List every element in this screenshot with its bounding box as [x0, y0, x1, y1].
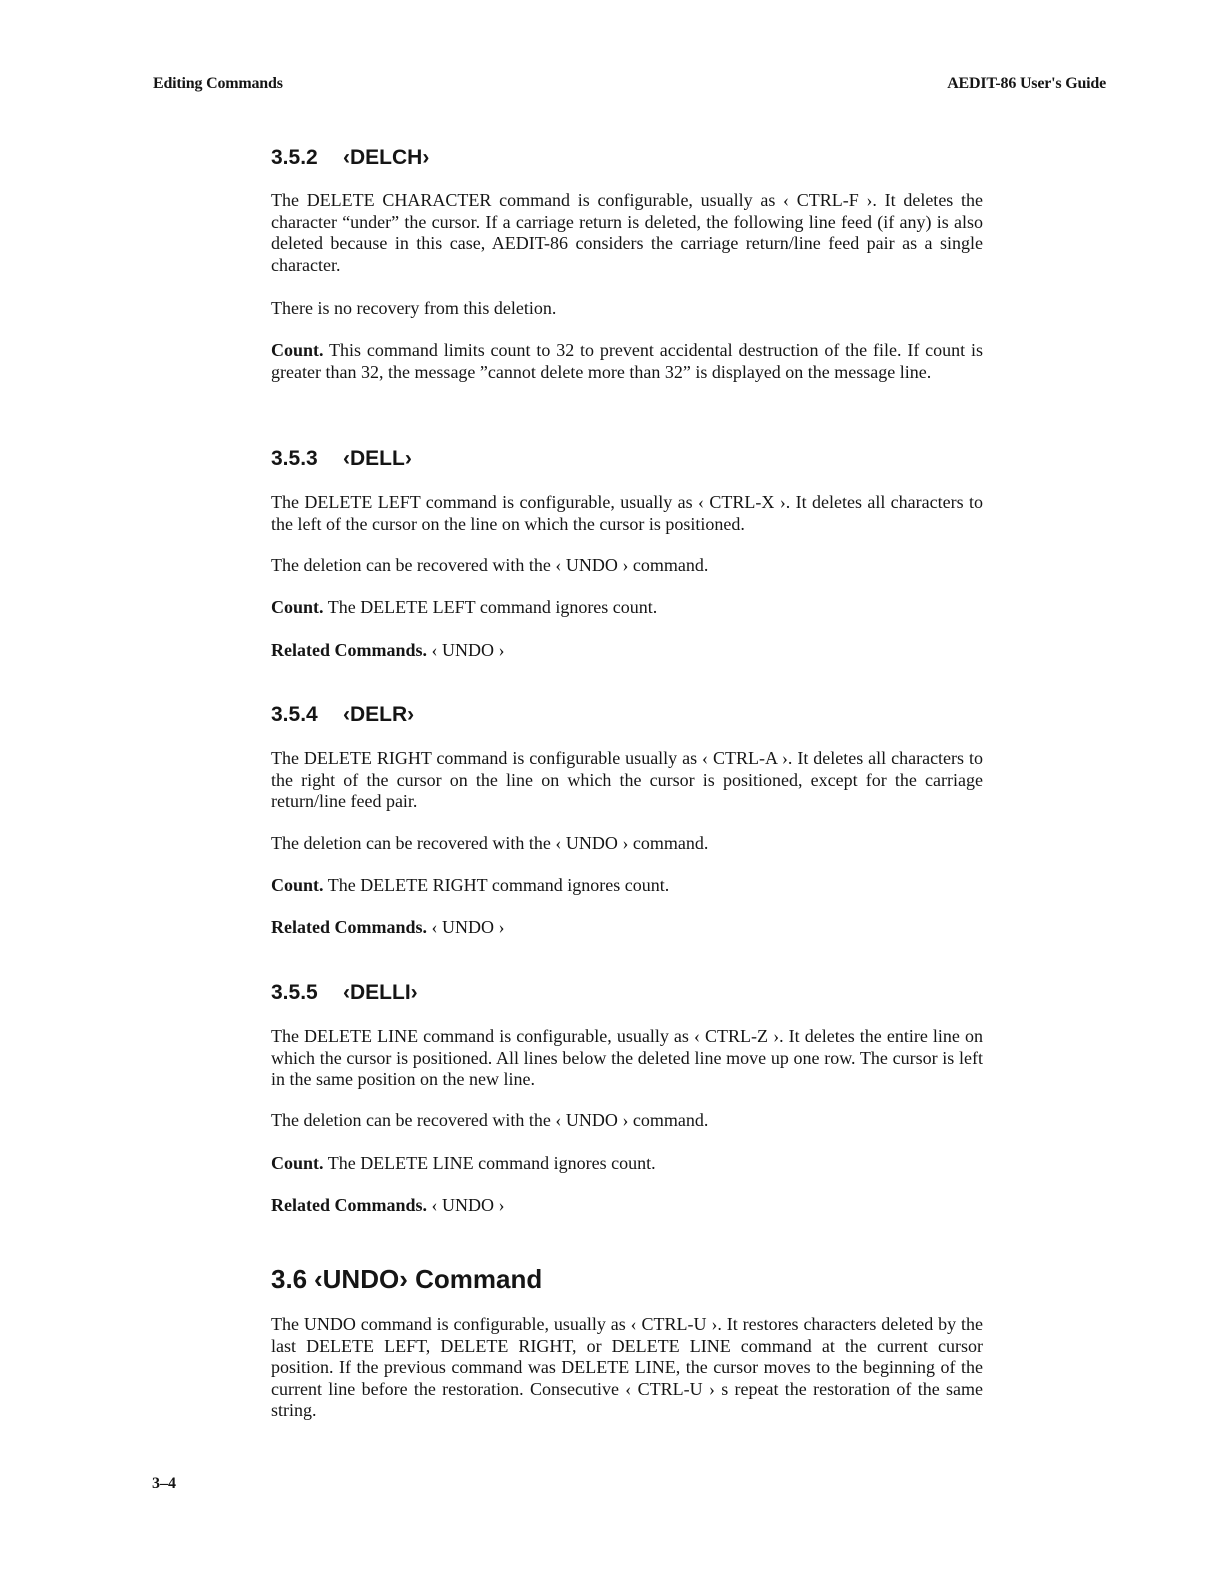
delch-description: The DELETE CHARACTER command is configurable, usually as ‹ CTRL-F ›. It deletes the character “under” the cursor. If a carriage return is deleted, the following line feed (if any) is also deleted because in this case, AEDIT-86 considers the carriage return/line feed pair as a single character.: [271, 190, 983, 275]
dell-description: The DELETE LEFT command is configurable, usually as ‹ CTRL-X ›. It deletes all characters to the left of the cursor on the line on which the cursor is positioned.: [271, 492, 983, 534]
related-text: ‹ UNDO ›: [431, 917, 505, 937]
related-text: ‹ UNDO ›: [431, 1195, 505, 1215]
page-number: 3–4: [152, 1475, 176, 1492]
delli-description: The DELETE LINE command is configurable, usually as ‹ CTRL-Z ›. It deletes the entire line on which the cursor is positioned. All lines below the deleted line move up one row. The cursor is left in the same position on the new line.: [271, 1026, 983, 1089]
section-title: ‹DELL›: [343, 447, 412, 470]
dell-related-commands: [271, 640, 983, 662]
related-label: Related Commands.: [271, 640, 427, 660]
count-label: Count.: [271, 1153, 324, 1173]
section-number: 3.5.4: [271, 703, 318, 726]
delr-description: The DELETE RIGHT command is configurable usually as ‹ CTRL-A ›. It deletes all characters to the right of the cursor on the line on which the cursor is positioned, except for the carriage return/line feed pair.: [271, 748, 983, 811]
delr-related-commands: [271, 917, 983, 939]
running-header-right: AEDIT-86 User's Guide: [947, 75, 1106, 92]
delli-recovery-note: The deletion can be recovered with the ‹ UNDO › command.: [271, 1110, 709, 1130]
count-text: The DELETE LEFT command ignores count.: [327, 597, 658, 617]
count-text: The DELETE RIGHT command ignores count.: [327, 875, 670, 895]
count-label: Count.: [271, 597, 324, 617]
count-text: This command limits count to 32 to prevent accidental destruction of the file. If count is greater than 32, the message ”cannot delete more than 32” is displayed on the message line.: [271, 340, 983, 382]
section-number: 3.5.3: [271, 447, 318, 470]
delli-count: [271, 1153, 983, 1175]
section-title: ‹UNDO› Command: [314, 1264, 543, 1294]
section-number: 3.5.2: [271, 146, 318, 169]
delr-count: [271, 875, 983, 897]
related-label: Related Commands.: [271, 1195, 427, 1215]
count-text: The DELETE LINE command ignores count.: [327, 1153, 656, 1173]
delch-count: [271, 340, 983, 383]
dell-recovery-note: The deletion can be recovered with the ‹ UNDO › command.: [271, 555, 709, 575]
running-header-left: Editing Commands: [153, 75, 283, 92]
section-title: ‹DELLI›: [343, 981, 418, 1004]
section-heading-delr: [271, 703, 414, 727]
count-label: Count.: [271, 340, 324, 360]
count-label: Count.: [271, 875, 324, 895]
undo-description: The UNDO command is configurable, usually as ‹ CTRL-U ›. It restores characters deleted by the last DELETE LEFT, DELETE RIGHT, or DELETE LINE command at the current cursor position. If the previous command was DELETE LINE, the cursor moves to the beginning of the current line before the restoration. Consecutive ‹ CTRL-U › s repeat the restoration of the same string.: [271, 1314, 983, 1420]
section-heading-delch: [271, 146, 429, 170]
delr-recovery-note: The deletion can be recovered with the ‹ UNDO › command.: [271, 833, 709, 853]
delch-recovery-note: There is no recovery from this deletion.: [271, 298, 557, 318]
section-title: ‹DELCH›: [343, 146, 430, 169]
dell-count: [271, 597, 983, 619]
section-heading-delli: [271, 981, 418, 1005]
section-title: ‹DELR›: [343, 703, 415, 726]
section-number: 3.6: [271, 1264, 308, 1294]
section-heading-dell: [271, 447, 412, 471]
delli-related-commands: [271, 1195, 983, 1217]
related-label: Related Commands.: [271, 917, 427, 937]
section-number: 3.5.5: [271, 981, 318, 1004]
related-text: ‹ UNDO ›: [431, 640, 505, 660]
section-heading-undo: [271, 1264, 542, 1295]
